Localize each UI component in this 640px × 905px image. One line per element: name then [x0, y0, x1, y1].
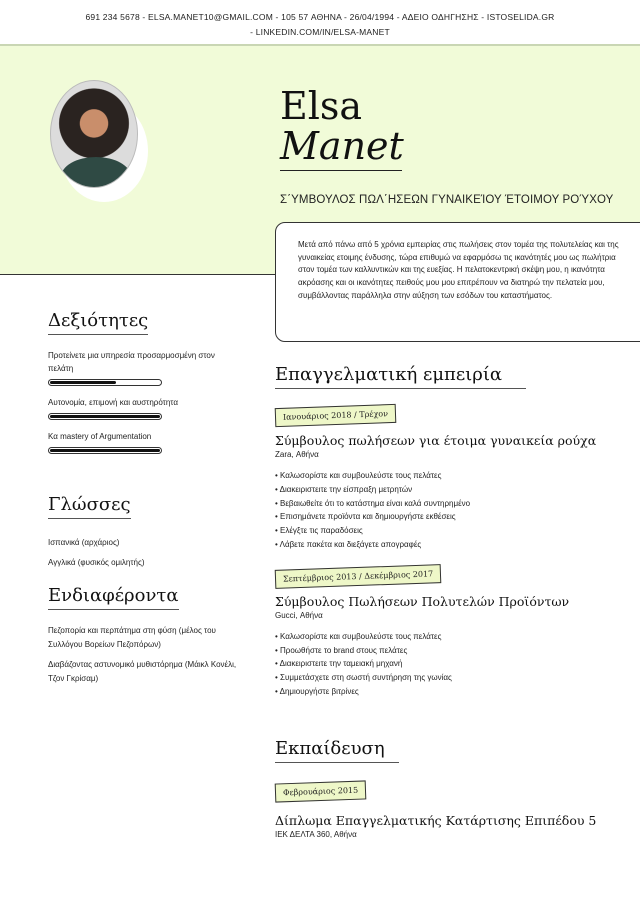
language-item: Αγγλικά (φυσικός ομιλητής) [48, 558, 145, 567]
skill-level-bar [48, 379, 162, 386]
job-bullet: • Συμμετάσχετε στη σωστή συντήρηση της γωνίας [275, 671, 615, 685]
job-company: Gucci, Αθήνα [275, 610, 323, 620]
education-section [275, 738, 615, 839]
skill-item [48, 430, 238, 454]
job-entry [275, 405, 615, 552]
languages-title: Γλώσσες [48, 494, 131, 519]
education-title: Εκπαίδευση [275, 738, 399, 763]
first-name: Elsa [280, 84, 363, 128]
job-bullet: • Λάβετε πακέτα και διεξάγετε απογραφές [275, 538, 615, 552]
job-bullets [275, 469, 615, 552]
interest-item: Πεζοπορία και περπάτημα στη φύση (μέλος του Συλλόγου Βορείων Πεζοπόρων) [48, 626, 216, 649]
school-name: ΙΕΚ ΔΕΛΤΑ 360, Αθήνα [275, 830, 357, 839]
interests-title: Ενδιαφέροντα [48, 585, 179, 610]
skill-label: Αυτονομία, επιμονή και αυστηρότητα [48, 398, 178, 407]
contact-line-2: - LINKEDIN.COM/IN/ELSA-MANET [250, 27, 390, 37]
education-date: Φεβρουάριος 2015 [275, 780, 367, 802]
experience-title: Επαγγελματική εμπειρία [275, 364, 526, 389]
skill-label: Προτείνετε μια υπηρεσία προσαρμοσμένη στον πελάτη [48, 351, 215, 373]
skills-section [48, 310, 238, 464]
skill-label: Κα mastery of Argumentation [48, 432, 152, 441]
job-bullet: • Διακειριστειτε την ταμειακή μηχανή [275, 657, 615, 671]
job-bullet: • Καλωσορίστε και συμβουλεύστε τους πελάτες [275, 630, 615, 644]
language-item: Ισπανικά (αρχάριος) [48, 538, 120, 547]
skill-item [48, 396, 238, 420]
job-bullet: • Βεβαιωθείτε ότι το κατάστημα είναι καλά συντηρημένο [275, 497, 615, 511]
job-bullet: • Δημιουργήστε βιτρίνες [275, 685, 615, 699]
job-company: Zara, Αθήνα [275, 450, 319, 459]
interests-section [48, 585, 238, 686]
contact-line-1: 691 234 5678 - ELSA.MANET10@GMAIL.COM - 105 57 ΑΘΗΝΑ - 26/04/1994 - ΑΔΕΙΟ ΟΔΗΓΗΣΗΣ - ISTOSELIDA.GR [85, 12, 555, 22]
skills-title: Δεξιότητες [48, 310, 148, 335]
job-bullet: • Διακειριστειτε την είσπραξη μετρητών [275, 483, 615, 497]
skill-item [48, 349, 238, 386]
last-name: Manet [280, 124, 402, 171]
job-title: Σύμβουλος πωλήσεων για έτοιμα γυναικεία ρούχα [275, 433, 597, 448]
skill-level-fill [50, 381, 116, 384]
skill-level-fill [50, 415, 160, 418]
job-bullet: • Επισημάνετε προϊόντα και δημιουργήστε εκθέσεις [275, 510, 615, 524]
job-date: Σεπτέμβριος 2013 / Δεκέμβριος 2017 [275, 564, 442, 589]
skill-level-fill [50, 449, 160, 452]
summary-box: Μετά από πάνω από 5 χρόνια εμπειρίας στις πωλήσεις στον τομέα της πολυτελείας και της γυναικείας ετοιμης ένδυσης, τώρα επιθυμώ να εφαρμόσω τις ικανότητές μου ως πωλήτρια στον τομέα των καλλυντικών και της ευεξίας. Η πελατοκεντρική σκέψη μου, η ικανότητα ακρόασης και οι ικανότητες πειθούς μου μου επιτρέπουν να διατηρώ την πελατεία μου, συμβάλλοντας παράλληλα στην αύξηση των εσόδων του καταστήματος. [275, 222, 640, 342]
job-bullet: • Καλωσορίστε και συμβουλεύστε τους πελάτες [275, 469, 615, 483]
skill-level-bar [48, 413, 162, 420]
experience-section [275, 364, 615, 699]
job-bullet: • Ελέγξτε τις παραδόσεις [275, 524, 615, 538]
interest-item: Διαβάζοντας αστυνομικό μυθιστόρημα (Μάικλ Κονέλι, Τζον Γκρίσαμ) [48, 660, 237, 683]
job-entry [275, 566, 615, 699]
degree-title: Δίπλωμα Επαγγελματικής Κατάρτισης Επιπέδου 5 [275, 813, 597, 828]
profile-photo [50, 80, 138, 188]
skill-level-bar [48, 447, 162, 454]
job-bullet: • Προωθήστε το brand στους πελάτες [275, 644, 615, 658]
job-title: Σύμβουλος Πωλήσεων Πολυτελών Προϊόντων [275, 593, 570, 609]
job-role: Σ΄ΥΜΒΟΥΛΟΣ ΠΩΛ΄ΗΣΕΩΝ ΓΥΝΑΙΚΕΊΟΥ ΈΤΟΙΜΟΥ ΡΟΎΧΟΥ [280, 194, 614, 206]
contact-info [0, 10, 640, 40]
job-date: Ιανουάριος 2018 / Τρέχον [275, 404, 397, 427]
job-bullets [275, 630, 615, 699]
languages-section [48, 494, 238, 573]
